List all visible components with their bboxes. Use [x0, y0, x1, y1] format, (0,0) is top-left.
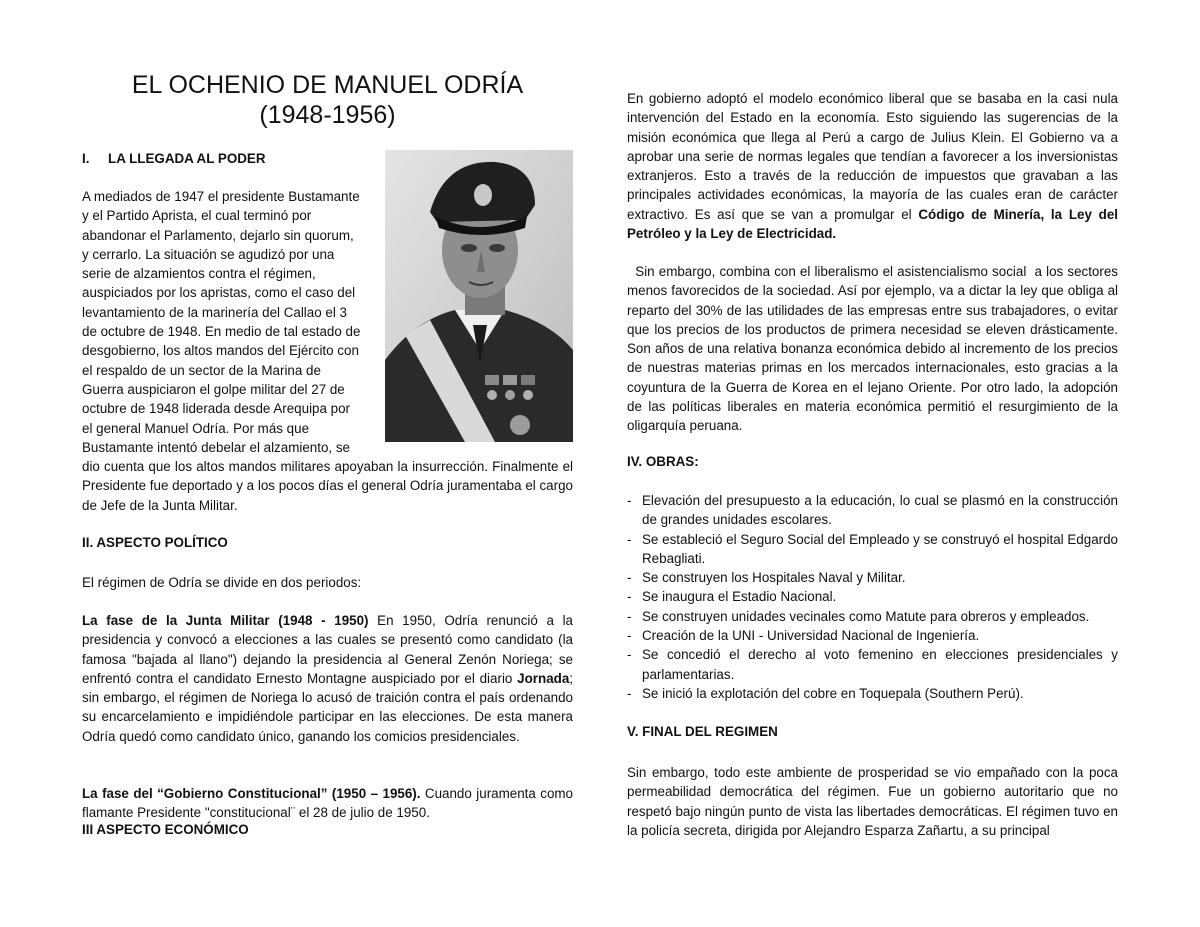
- para-line: A mediados de 1947 el presidente Bustamante: [82, 189, 360, 204]
- section-5-paragraph: Sin embargo, todo este ambiente de prosperidad se vio empañado con la poca permeabilidad democrática del régimen. Fue un gobierno autoritario que no respetó bajo ningún punto de vista las libertades democráticas. El régimen tuvo en la policía secreta, dirigida por Alejandro Esparza Zañartu, a su principal: [627, 765, 1118, 838]
- para-line: y cerrarlo. La situación se agudizó por una: [82, 246, 335, 262]
- section-1-heading: I. LA LLEGADA AL PODER: [82, 151, 266, 166]
- para-line: el respaldo de un sector de la Marina de: [82, 362, 321, 378]
- section-1-paragraph-narrow: [82, 187, 367, 457]
- para-line: desgobierno, los altos mandos del Ejército con: [82, 343, 359, 359]
- para-line: octubre de 1948 liderada desde Arequipa por: [82, 401, 351, 417]
- list-item: - Creación de la UNI - Universidad Nacional de Ingeniería.: [627, 626, 1118, 645]
- para-line: de octubre de 1948. En medio de tal estado de: [82, 324, 361, 340]
- para-line: y el Partido Aprista, el cual terminó por: [82, 208, 312, 224]
- phase-1-text-a: En 1950, Odría renunció a la presidencia y convocó a elecciones a las cuales se presentó como candidato (la famosa "bajada al llano") dejando la presidencia al General Zenón Noriega; se enfrentó contra el candidato Ernesto Montagne auspiciado por el diario: [82, 613, 573, 686]
- list-item: - Se concedió el derecho al voto femenino en elecciones presidenciales y parlamentarias.: [627, 645, 1118, 684]
- section-5-heading: V. FINAL DEL REGIMEN: [627, 724, 778, 739]
- para-line: serie de alzamientos contra el régimen,: [82, 266, 316, 282]
- title-line-2: (1948-1956): [259, 101, 396, 129]
- section-3-heading: III ASPECTO ECONÓMICO: [82, 822, 249, 837]
- list-item: - Se construyen unidades vecinales como Matute para obreros y empleados.: [627, 607, 1118, 626]
- jornada-name: Jornada: [517, 670, 570, 686]
- para-line: abandonar el Parlamento, dejarlo sin quorum,: [82, 227, 354, 243]
- section-2-intro: El régimen de Odría se divide en dos periodos:: [82, 575, 362, 590]
- page-title: [82, 70, 573, 130]
- para-line: Guerra auspiciaron el golpe militar del 27 de: [82, 381, 345, 397]
- list-item: - Se inaugura el Estadio Nacional.: [627, 587, 1118, 606]
- para-line: auspiciados por los apristas, como el caso del: [82, 285, 356, 301]
- section-3-paragraph-2: Sin embargo, combina con el liberalismo el asistencialismo social a los sectores menos favorecidos de la sociedad. Así por ejemplo, va a dictar la ley que obliga al reparto del 30% de las utilidades de las empresas entre sus trabajadores, o evitar que los precios de los productos de primera necesidad se eleven drásticamente. Son años de una relativa bonanza económica debido al incremento de los precios de nuestras materias primas en los mercados internacionales, esto gracias a la coyuntura de la Guerra de Korea en el lejano Oriente. Por otro lado, la adopción de las políticas liberales en materia económica permitió el resurgimiento de la oligarquía peruana.: [627, 264, 1122, 434]
- odria-portrait-photo: [385, 150, 573, 442]
- section-2-heading: II. ASPECTO POLÍTICO: [82, 535, 228, 550]
- para-line: el general Manuel Odría. Por más que: [82, 420, 310, 436]
- phase-2-title: La fase del “Gobierno Constitucional” (1950 – 1956).: [82, 786, 421, 801]
- portrait-illustration: [385, 150, 573, 442]
- section-4-heading: IV. OBRAS:: [627, 454, 699, 469]
- phase-1-text-b: ; sin embargo, el régimen de Noriega lo acusó de traición contra el país ordenando su encarcelamiento e impidiéndole participar en las elecciones. De esta manera Odría quedó como candidato único, ganando los comicios presidenciales.: [82, 670, 573, 744]
- title-line-1: EL OCHENIO DE MANUEL ODRÍA: [131, 71, 524, 99]
- economy-text: En gobierno adoptó el modelo económico liberal que se basaba en la casi nula intervención del Estado en la economía. Esto siguiendo las sugerencias de la misión económica que llega al Perú a cargo de Julius Klein. El Gobierno va a aprobar una serie de normas legales que tendían a favorecer a los inversionistas extranjeros. Esto a través de la reducción de impuestos que gravaban a las principales actividades económicas, la mayoría de las cuales eran de carácter extractivo. Es así que se van a promulgar el: [627, 91, 1118, 222]
- section-1-paragraph-wide: dio cuenta que los altos mandos militares apoyaban la insurrección. Finalmente el Presidente fue deportado y a los pocos días el general Odría juramentaba el cargo de Jefe de la Junta Militar.: [82, 459, 573, 513]
- list-item: - Se inició la explotación del cobre en Toquepala (Southern Perú).: [627, 684, 1118, 703]
- list-item: - Se estableció el Seguro Social del Empleado y se construyó el hospital Edgardo Rebagliati.: [627, 530, 1118, 569]
- para-line: levantamiento de la marinería del Callao el 3: [82, 304, 347, 320]
- phase-1-title: La fase de la Junta Militar (1948 - 1950): [82, 613, 369, 628]
- section-3-paragraph-1: [627, 89, 1118, 243]
- list-item: - Elevación del presupuesto a la educación, lo cual se plasmó en la construcción de grandes unidades escolares.: [627, 491, 1118, 530]
- obras-list: [627, 491, 1118, 703]
- laws-bold: Código de Minería, la Ley del Petróleo y la Ley de Electricidad.: [627, 206, 1118, 242]
- para-line: Bustamante intentó debelar el alzamiento, se: [82, 439, 350, 455]
- list-item: - Se construyen los Hospitales Naval y Militar.: [627, 568, 1118, 587]
- section-2-phase-1: [82, 611, 573, 746]
- section-2-phase-2: [82, 784, 573, 823]
- phase-2-text: Cuando juramenta como flamante Presidente "constitucional¨ el 28 de julio de 1950.: [82, 786, 574, 821]
